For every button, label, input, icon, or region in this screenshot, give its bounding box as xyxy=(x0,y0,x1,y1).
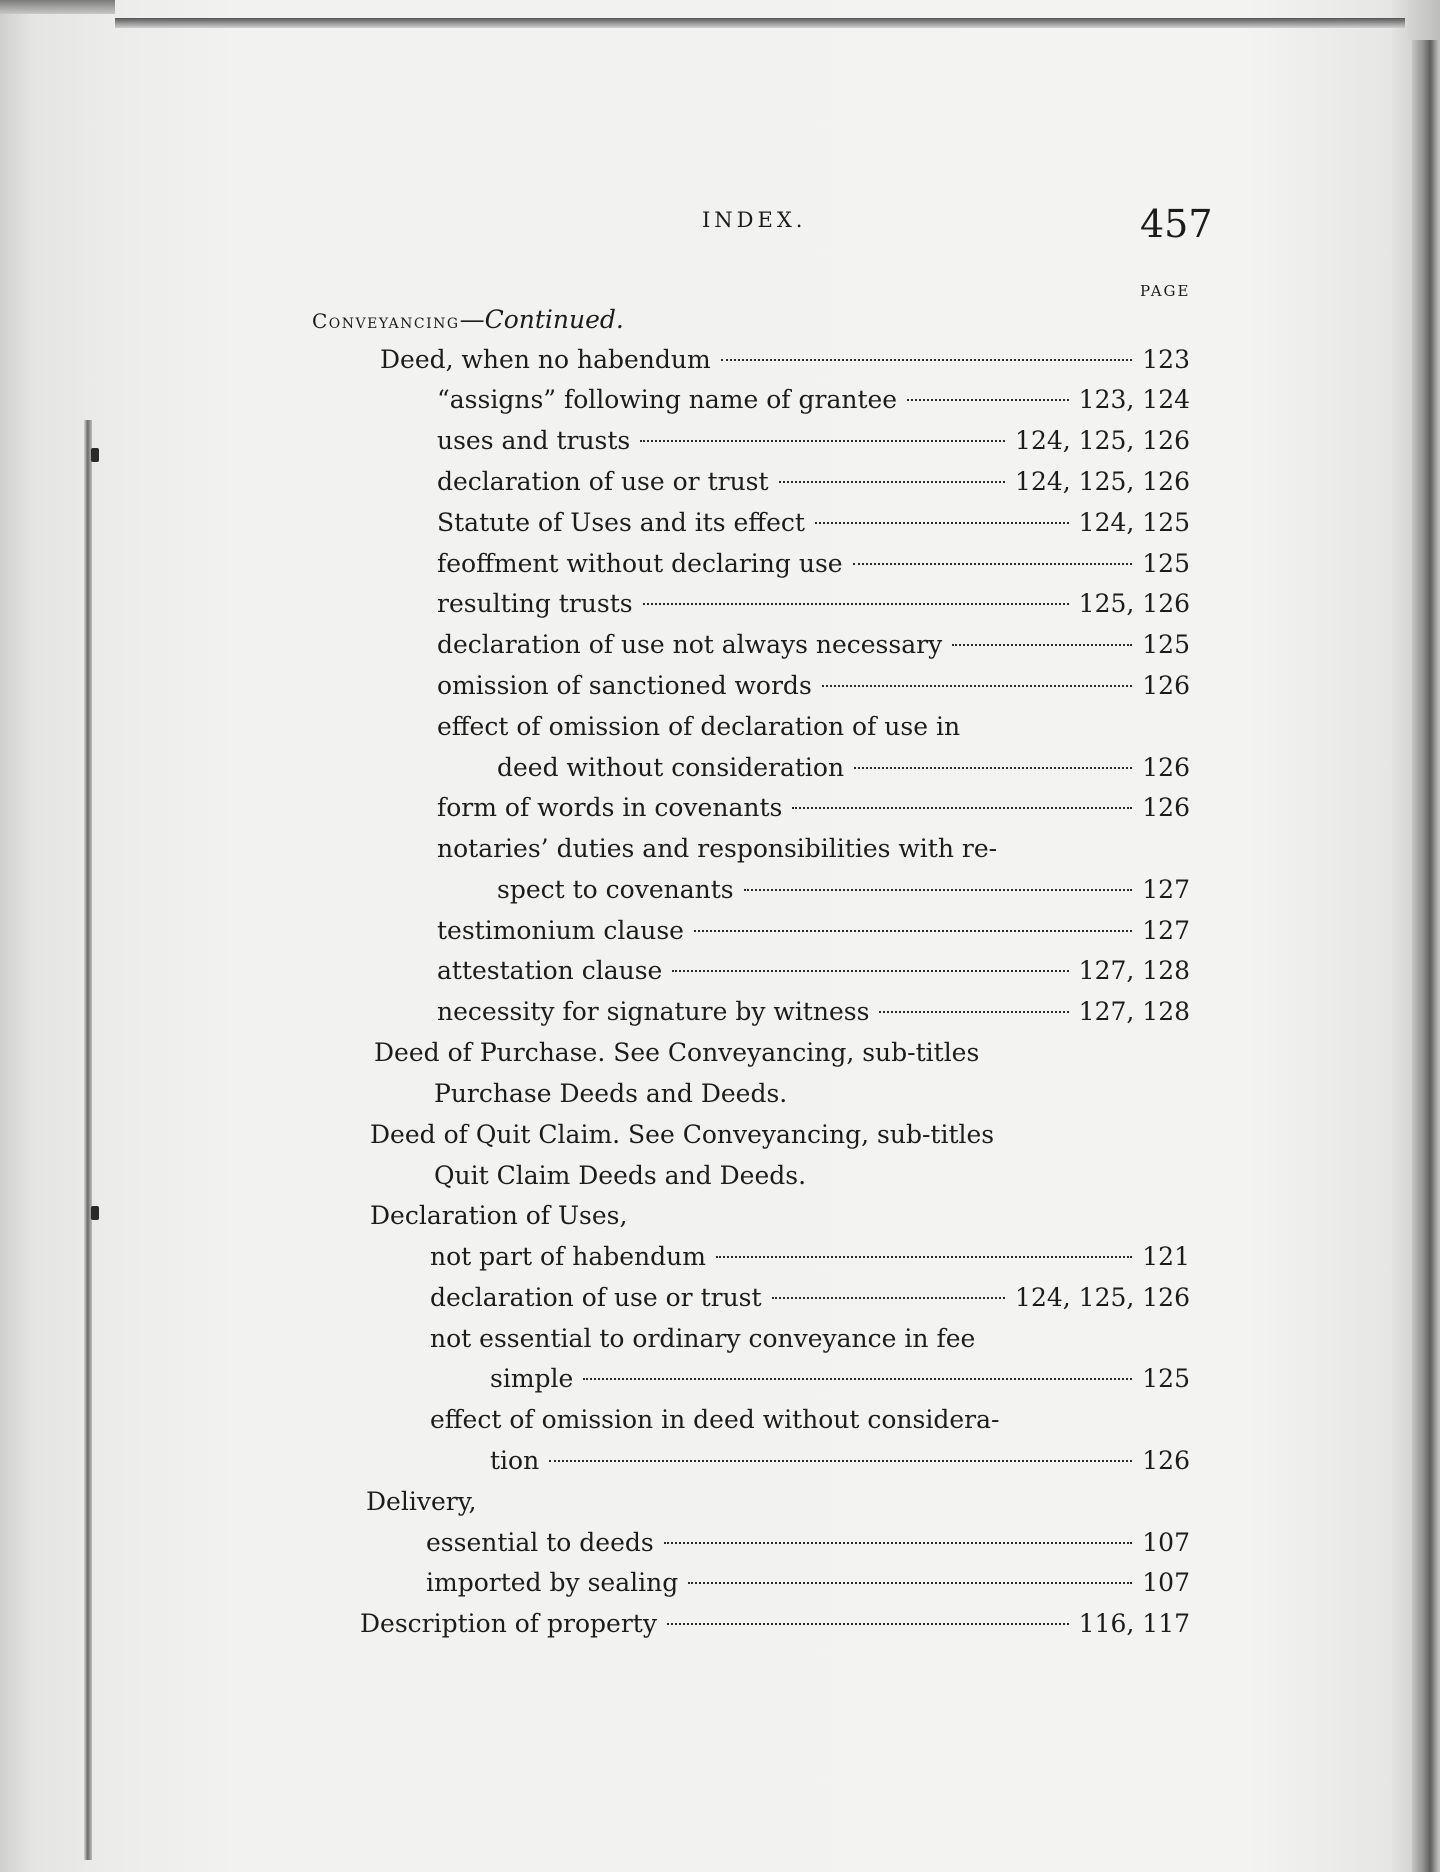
index-entry xyxy=(430,1237,1190,1277)
dot-leader xyxy=(667,1623,1069,1625)
scan-edge-right xyxy=(1412,40,1438,1872)
dot-leader xyxy=(879,1011,1068,1013)
entry-pages: 124, 125 xyxy=(1078,508,1190,537)
entry-pages: 127, 128 xyxy=(1078,997,1190,1026)
entry-pages: 127 xyxy=(1142,916,1190,945)
dot-leader xyxy=(907,399,1069,401)
entry-text: essential to deeds xyxy=(426,1528,654,1557)
index-entry xyxy=(437,992,1190,1032)
entry-text: Purchase Deeds and Deeds. xyxy=(434,1079,788,1108)
entry-pages: 126 xyxy=(1142,671,1190,700)
section-name: Conveyancing xyxy=(312,309,460,333)
entry-pages: 126 xyxy=(1142,753,1190,782)
dot-leader xyxy=(549,1460,1132,1462)
binding-mark xyxy=(91,448,99,462)
entry-text: declaration of use or trust xyxy=(437,467,769,496)
dot-leader xyxy=(815,522,1069,524)
index-entry xyxy=(366,1482,1146,1522)
dot-leader xyxy=(664,1542,1133,1544)
entry-text: testimonium clause xyxy=(437,916,684,945)
index-entry xyxy=(434,1156,1214,1196)
dot-leader xyxy=(779,481,1006,483)
dot-leader xyxy=(640,440,1005,442)
section-continued: Continued. xyxy=(484,305,624,334)
index-entry xyxy=(497,748,1190,788)
index-entry xyxy=(437,911,1190,951)
entry-pages: 127 xyxy=(1142,875,1190,904)
running-head: INDEX. xyxy=(702,208,807,232)
scan-edge-top xyxy=(115,18,1405,28)
dot-leader xyxy=(716,1256,1132,1258)
dot-leader xyxy=(672,970,1068,972)
scan-edge-top-left xyxy=(0,0,115,14)
index-entry xyxy=(437,625,1190,665)
entry-text: deed without consideration xyxy=(497,753,845,782)
dot-leader xyxy=(822,685,1133,687)
dot-leader xyxy=(744,889,1133,891)
entry-text: “assigns” following name of grantee xyxy=(437,385,898,414)
index-entry xyxy=(437,788,1190,828)
entry-text: Statute of Uses and its effect xyxy=(437,508,805,537)
index-entry xyxy=(426,1563,1190,1603)
section-heading xyxy=(312,305,624,334)
entry-pages: 107 xyxy=(1142,1568,1190,1597)
index-entry xyxy=(437,666,1190,706)
entry-text: omission of sanctioned words xyxy=(437,671,812,700)
entry-text: resulting trusts xyxy=(437,589,633,618)
entry-text: feoffment without declaring use xyxy=(437,549,843,578)
page-number: 457 xyxy=(1140,202,1213,246)
entry-pages: 123 xyxy=(1142,345,1190,374)
entry-pages: 125 xyxy=(1142,549,1190,578)
entry-pages: 123, 124 xyxy=(1078,385,1190,414)
dot-leader xyxy=(772,1297,1006,1299)
dot-leader xyxy=(583,1378,1132,1380)
entry-pages: 124, 125, 126 xyxy=(1015,1283,1190,1312)
entry-text: effect of omission of declaration of use in xyxy=(437,712,961,741)
dot-leader xyxy=(688,1582,1132,1584)
index-entry xyxy=(437,503,1190,543)
entry-text: Deed of Quit Claim. See Conveyancing, sub-titles xyxy=(370,1120,995,1149)
entry-text: spect to covenants xyxy=(497,875,734,904)
book-gutter xyxy=(84,420,92,1860)
entry-pages: 124, 125, 126 xyxy=(1015,467,1190,496)
index-entry xyxy=(374,1033,1154,1073)
entry-text: tion xyxy=(490,1446,540,1475)
index-entry xyxy=(370,1115,1150,1155)
index-entry xyxy=(437,584,1190,624)
index-entry xyxy=(437,462,1190,502)
entry-text: Description of property xyxy=(360,1609,657,1638)
entry-text: imported by sealing xyxy=(426,1568,679,1597)
dot-leader xyxy=(853,563,1133,565)
entry-pages: 107 xyxy=(1142,1528,1190,1557)
index-entry xyxy=(497,870,1190,910)
entry-pages: 124, 125, 126 xyxy=(1015,426,1190,455)
index-entry xyxy=(437,707,1217,747)
entry-text: declaration of use not always necessary xyxy=(437,630,943,659)
index-entry xyxy=(437,544,1190,584)
index-entry xyxy=(426,1523,1190,1563)
entry-pages: 116, 117 xyxy=(1078,1609,1190,1638)
entry-text: Quit Claim Deeds and Deeds. xyxy=(434,1161,807,1190)
index-entry xyxy=(430,1319,1210,1359)
index-entry xyxy=(434,1074,1214,1114)
entry-pages: 125 xyxy=(1142,630,1190,659)
entry-text: not essential to ordinary conveyance in fee xyxy=(430,1324,976,1353)
index-entry xyxy=(437,829,1217,869)
index-entry xyxy=(370,1196,1150,1236)
entry-pages: 125 xyxy=(1142,1364,1190,1393)
index-entry xyxy=(490,1441,1190,1481)
entry-text: effect of omission in deed without considera- xyxy=(430,1405,1000,1434)
dot-leader xyxy=(952,644,1132,646)
entry-text: notaries’ duties and responsibilities with re- xyxy=(437,834,998,863)
entry-text: Deed, when no habendum xyxy=(380,345,711,374)
dot-leader xyxy=(643,603,1069,605)
entry-text: Deed of Purchase. See Conveyancing, sub-titles xyxy=(374,1038,980,1067)
dot-leader xyxy=(721,359,1133,361)
entry-text: not part of habendum xyxy=(430,1242,706,1271)
index-entry xyxy=(430,1400,1210,1440)
entry-pages: 121 xyxy=(1142,1242,1190,1271)
entry-text: simple xyxy=(490,1364,574,1393)
index-entry xyxy=(360,1604,1190,1644)
entry-text: uses and trusts xyxy=(437,426,631,455)
index-entry xyxy=(437,951,1190,991)
entry-pages: 126 xyxy=(1142,793,1190,822)
entry-text: Declaration of Uses, xyxy=(370,1201,628,1230)
entry-text: form of words in covenants xyxy=(437,793,783,822)
entry-pages: 125, 126 xyxy=(1078,589,1190,618)
dot-leader xyxy=(854,767,1132,769)
dot-leader xyxy=(792,807,1132,809)
binding-mark xyxy=(91,1206,99,1220)
index-entry xyxy=(437,380,1190,420)
index-entry xyxy=(430,1278,1190,1318)
dot-leader xyxy=(694,930,1132,932)
index-entry xyxy=(437,421,1190,461)
index-entry xyxy=(490,1359,1190,1399)
page-column-label: PAGE xyxy=(1140,282,1191,300)
entry-text: attestation clause xyxy=(437,956,663,985)
entry-pages: 126 xyxy=(1142,1446,1190,1475)
section-separator: — xyxy=(459,305,485,334)
entry-text: necessity for signature by witness xyxy=(437,997,870,1026)
entry-pages: 127, 128 xyxy=(1078,956,1190,985)
entry-text: Delivery, xyxy=(366,1487,477,1516)
entry-text: declaration of use or trust xyxy=(430,1283,762,1312)
index-entry xyxy=(380,340,1190,380)
